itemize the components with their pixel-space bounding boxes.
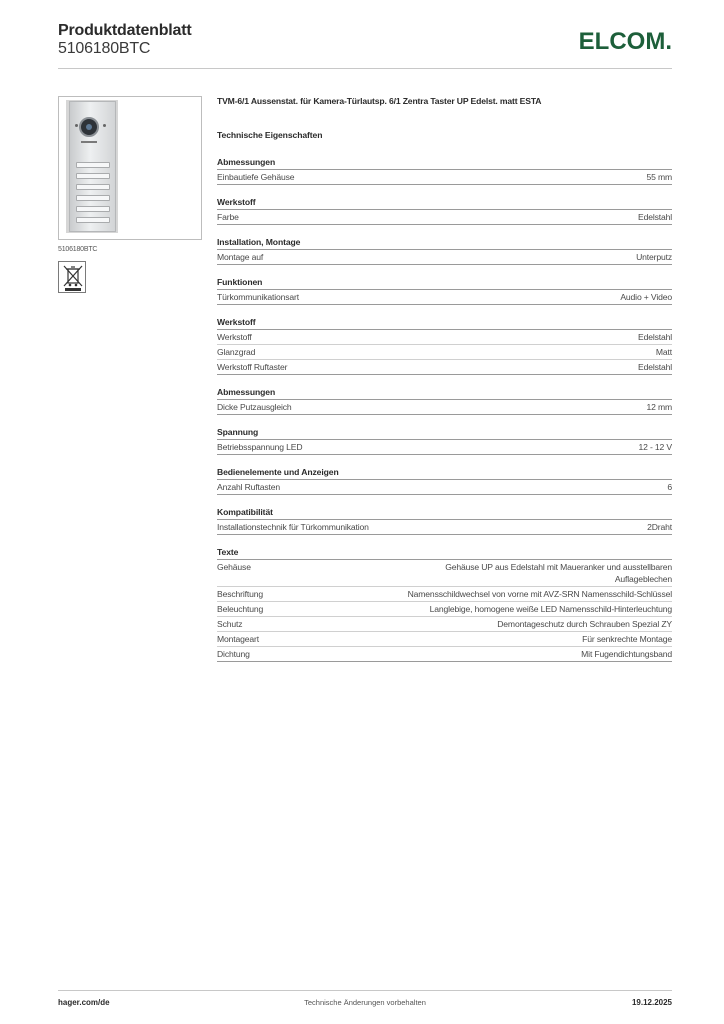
- page-footer: [58, 990, 672, 1014]
- property-value: Audio + Video: [620, 292, 672, 302]
- property-label: Installationstechnik für Türkommunikation: [217, 522, 369, 532]
- section-title: Werkstoff: [217, 196, 672, 210]
- datasheet-main: [217, 96, 672, 662]
- page-header: [58, 20, 672, 70]
- tech-properties-heading: Technische Eigenschaften: [217, 130, 323, 140]
- section-title: Abmessungen: [217, 386, 672, 400]
- property-value: Edelstahl: [637, 332, 672, 342]
- property-value: Matt: [655, 347, 672, 357]
- property-section: [217, 546, 672, 662]
- property-value: Demontageschutz durch Schrauben Spezial ZY: [497, 619, 672, 629]
- property-section: [217, 156, 672, 185]
- property-row: [217, 345, 672, 360]
- property-label: Schutz: [217, 619, 243, 629]
- property-value: Namensschildwechsel von vorne mit AVZ-SRN Namensschild-Schlüssel: [407, 589, 672, 599]
- property-label: Montage auf: [217, 252, 264, 262]
- property-label: Werkstoff Ruftaster: [217, 362, 288, 372]
- property-value: Für senkrechte Montage: [582, 634, 672, 644]
- property-row: [217, 617, 672, 632]
- camera-icon: [79, 117, 99, 137]
- property-row: [217, 360, 672, 375]
- property-label: Einbautiefe Gehäuse: [217, 172, 295, 182]
- property-label: Beschriftung: [217, 589, 263, 599]
- property-row: [217, 210, 672, 225]
- section-title: Werkstoff: [217, 316, 672, 330]
- call-button-1: [76, 162, 110, 168]
- property-section: [217, 466, 672, 495]
- call-button-3: [76, 184, 110, 190]
- property-label: Dichtung: [217, 649, 250, 659]
- footer-date: 19.12.2025: [631, 998, 672, 1007]
- property-label: Türkommunikationsart: [217, 292, 300, 302]
- door-station-image: [58, 96, 202, 240]
- property-row: [217, 250, 672, 265]
- property-row: [217, 520, 672, 535]
- property-row: [217, 330, 672, 345]
- property-value: Edelstahl: [637, 212, 672, 222]
- property-value: 12 - 12 V: [638, 442, 672, 452]
- section-title: Abmessungen: [217, 156, 672, 170]
- property-value: 6: [667, 482, 672, 492]
- property-value: Mit Fugendichtungsband: [581, 649, 672, 659]
- section-title: Bedienelemente und Anzeigen: [217, 466, 672, 480]
- property-row: [217, 632, 672, 647]
- property-row: [217, 480, 672, 495]
- section-title: Funktionen: [217, 276, 672, 290]
- footer-website: hager.com/de: [58, 998, 110, 1007]
- property-label: Betriebsspannung LED: [217, 442, 303, 452]
- property-section: [217, 276, 672, 305]
- property-section: [217, 316, 672, 375]
- image-caption: 5106180BTC: [58, 246, 98, 253]
- header-divider: [58, 68, 672, 69]
- section-title: Kompatibilität: [217, 506, 672, 520]
- product-number: 5106180BTC: [58, 40, 151, 57]
- property-label: Beleuchtung: [217, 604, 264, 614]
- section-title: Texte: [217, 546, 672, 560]
- call-button-2: [76, 173, 110, 179]
- section-title: Installation, Montage: [217, 236, 672, 250]
- weee-crossed-bin-icon: [58, 261, 86, 293]
- property-value: 2Draht: [647, 522, 672, 532]
- property-label: Dicke Putzausgleich: [217, 402, 292, 412]
- property-row: [217, 400, 672, 415]
- property-row: [217, 647, 672, 662]
- footer-note: Technische Änderungen vorbehalten: [304, 998, 426, 1007]
- footer-divider: [58, 990, 672, 991]
- property-value: 12 mm: [646, 402, 672, 412]
- property-section: [217, 236, 672, 265]
- property-label: Anzahl Ruftasten: [217, 482, 281, 492]
- property-value: Langlebige, homogene weiße LED Namensschild-Hinterleuchtung: [429, 604, 672, 614]
- property-label: Montageart: [217, 634, 259, 644]
- property-label: Gehäuse: [217, 562, 251, 572]
- property-row: [217, 440, 672, 455]
- property-value: 55 mm: [646, 172, 672, 182]
- property-label: Werkstoff: [217, 332, 252, 342]
- property-row: [217, 587, 672, 602]
- door-station-panel: [69, 101, 116, 232]
- property-row: [217, 290, 672, 305]
- call-button-5: [76, 206, 110, 212]
- property-section: [217, 196, 672, 225]
- product-description: TVM-6/1 Aussenstat. für Kamera-Türlautsp. 6/1 Zentra Taster UP Edelst. matt ESTA: [217, 96, 542, 106]
- property-section: [217, 386, 672, 415]
- property-value: Edelstahl: [637, 362, 672, 372]
- property-row: [217, 170, 672, 185]
- tech-sections: [217, 156, 672, 662]
- property-label: Farbe: [217, 212, 239, 222]
- property-row: [217, 602, 672, 617]
- property-section: [217, 426, 672, 455]
- property-value: Gehäuse UP aus Edelstahl mit Maueranker und ausstellbaren Auflageblechen: [445, 562, 672, 584]
- property-label: Glanzgrad: [217, 347, 256, 357]
- product-image-column: [58, 96, 202, 293]
- document-title: Produktdatenblatt: [58, 22, 192, 39]
- call-button-4: [76, 195, 110, 201]
- property-row: [217, 560, 672, 587]
- elcom-logo: ELCOM.: [578, 28, 672, 55]
- speaker-grille: [81, 141, 97, 143]
- property-value: Unterputz: [636, 252, 672, 262]
- call-button-6: [76, 217, 110, 223]
- section-title: Spannung: [217, 426, 672, 440]
- property-section: [217, 506, 672, 535]
